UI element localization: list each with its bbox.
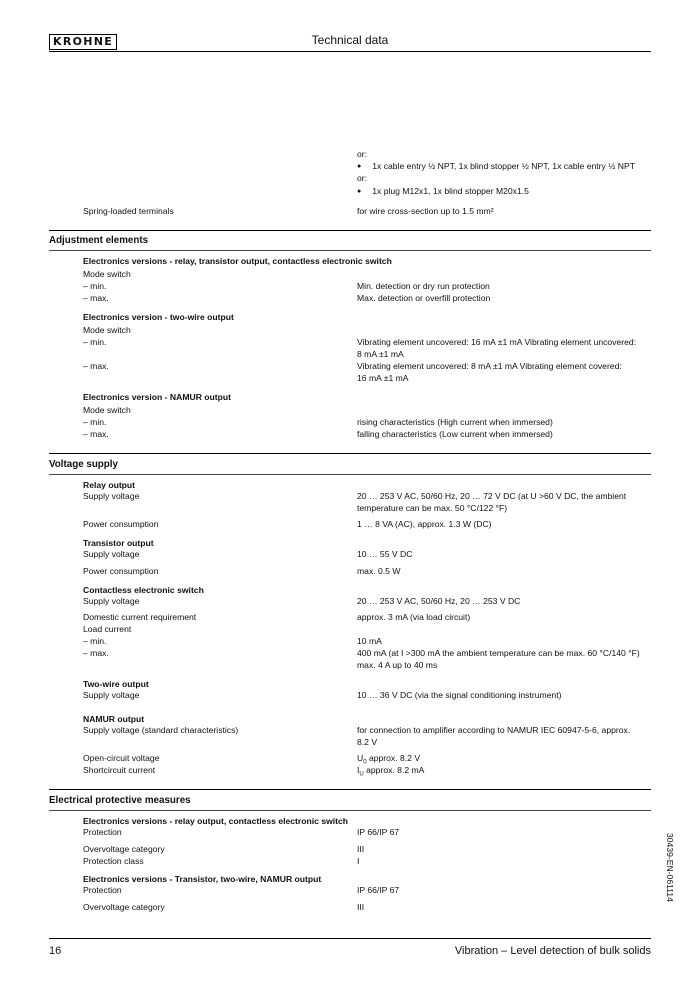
section-rule [49, 453, 651, 454]
group-title: Transistor output [83, 538, 154, 548]
page-number: 16 [49, 945, 62, 957]
header-title: Technical data [311, 33, 389, 47]
row-label: Protection class [83, 856, 144, 866]
section-title-voltage: Voltage supply [49, 459, 118, 470]
section-subrule [49, 810, 651, 811]
row-value: I [357, 856, 360, 866]
group-title: Electronics versions - relay, transistor output, contactless electronic switch [83, 256, 392, 266]
footer-rule [49, 938, 651, 939]
row-label: – min. [83, 636, 107, 646]
row-value: 8.2 V [357, 737, 378, 747]
or-text: or: [357, 173, 368, 183]
row-label: Supply voltage [83, 690, 140, 700]
shortcircuit-value: approx. 8.2 mA [366, 765, 425, 775]
row-label: Mode switch [83, 325, 131, 335]
section-subrule [49, 250, 651, 251]
cable-entry-bullet: ● 1x cable entry ½ NPT, 1x blind stopper ½ NPT, 1x cable entry ½ NPT [357, 161, 635, 173]
row-value: 20 … 253 V AC, 50/60 Hz, 20 … 253 V DC [357, 596, 521, 606]
row-value: 20 … 253 V AC, 50/60 Hz, 20 … 72 V DC (at U >60 V DC, the ambient [357, 491, 627, 501]
header-rule [49, 51, 651, 52]
row-label: Protection [83, 827, 122, 837]
footer-title: Vibration – Level detection of bulk solids [454, 945, 651, 957]
row-value: Vibrating element uncovered: 16 mA ±1 mA Vibrating element uncovered: [357, 337, 637, 347]
spring-terminals-value: for wire cross-section up to 1.5 mm² [357, 206, 494, 216]
row-label: Power consumption [83, 519, 159, 529]
row-label: Overvoltage category [83, 844, 165, 854]
row-value: 10 … 55 V DC [357, 549, 413, 559]
row-value: Min. detection or dry run protection [357, 281, 490, 291]
row-value: 8 mA ±1 mA [357, 349, 404, 359]
row-value: IP 66/IP 67 [357, 827, 400, 837]
row-label: – min. [83, 417, 107, 427]
row-value: IP 66/IP 67 [357, 885, 400, 895]
krohne-logo: KROHNE [49, 34, 117, 50]
row-label: – max. [83, 293, 109, 303]
row-label: – max. [83, 648, 109, 658]
section-rule [49, 230, 651, 231]
row-label: Open-circuit voltage [83, 753, 160, 763]
row-value: for connection to amplifier according to NAMUR IEC 60947-5-6, approx. [357, 725, 631, 735]
row-label: Domestic current requirement [83, 612, 197, 622]
row-value: max. 4 A up to 40 ms [357, 660, 438, 670]
row-label: Mode switch [83, 269, 131, 279]
row-label: – max. [83, 361, 109, 371]
row-label: Power consumption [83, 566, 159, 576]
row-value: approx. 3 mA (via load circuit) [357, 612, 471, 622]
plug-bullet: ● 1x plug M12x1, 1x blind stopper M20x1.5 [357, 186, 529, 198]
group-title: Electronics versions - relay output, contactless electronic switch [83, 816, 349, 826]
group-title: NAMUR output [83, 714, 145, 724]
row-label: Load current [83, 624, 132, 634]
row-value: max. 0.5 W [357, 566, 401, 576]
row-label: – min. [83, 281, 107, 291]
row-value: 10 mA [357, 636, 382, 646]
row-value: Max. detection or overfill protection [357, 293, 491, 303]
row-label: – max. [83, 429, 109, 439]
row-value: temperature can be max. 50 °C/122 °F) [357, 503, 508, 513]
row-label: Overvoltage category [83, 902, 165, 912]
section-title-adjustment: Adjustment elements [49, 235, 149, 246]
row-label: Supply voltage [83, 549, 140, 559]
row-value: 400 mA (at I >300 mA the ambient temperature can be max. 60 °C/140 °F) [357, 648, 640, 658]
row-value: falling characteristics (Low current when immersed) [357, 429, 553, 439]
row-value: rising characteristics (High current when immersed) [357, 417, 553, 427]
row-value: Vibrating element uncovered: 8 mA ±1 mA Vibrating element covered: [357, 361, 622, 371]
section-subrule [49, 474, 651, 475]
row-value: 10 … 36 V DC (via the signal conditioning instrument) [357, 690, 562, 700]
row-value: 16 mA ±1 mA [357, 373, 409, 383]
document-code: 30439-EN-061114 [665, 833, 675, 902]
row-value: III [357, 844, 365, 854]
row-label: Protection [83, 885, 122, 895]
row-label: Shortcircuit current [83, 765, 156, 775]
row-value: 1 … 8 VA (AC), approx. 1.3 W (DC) [357, 519, 492, 529]
row-label: Supply voltage (standard characteristics) [83, 725, 239, 735]
group-title: Electronics version - two-wire output [83, 312, 234, 322]
group-title: Electronics version - NAMUR output [83, 392, 232, 402]
spring-terminals-label: Spring-loaded terminals [83, 206, 174, 216]
group-title: Relay output [83, 480, 136, 490]
or-text: or: [357, 149, 368, 159]
group-title: Contactless electronic switch [83, 585, 204, 595]
group-title: Two-wire output [83, 679, 149, 689]
row-value: $I_U$ approx. 8.2 mA [357, 765, 425, 778]
section-title-protective: Electrical protective measures [49, 795, 191, 806]
section-rule [49, 789, 651, 790]
row-label: Supply voltage [83, 491, 140, 501]
row-value: III [357, 902, 365, 912]
row-label: Mode switch [83, 405, 131, 415]
row-value: $U_0$ approx. 8.2 V [357, 753, 421, 766]
open-circuit-value: approx. 8.2 V [368, 753, 421, 763]
row-label: Supply voltage [83, 596, 140, 606]
group-title: Electronics versions - Transistor, two-wire, NAMUR output [83, 874, 322, 884]
row-label: – min. [83, 337, 107, 347]
